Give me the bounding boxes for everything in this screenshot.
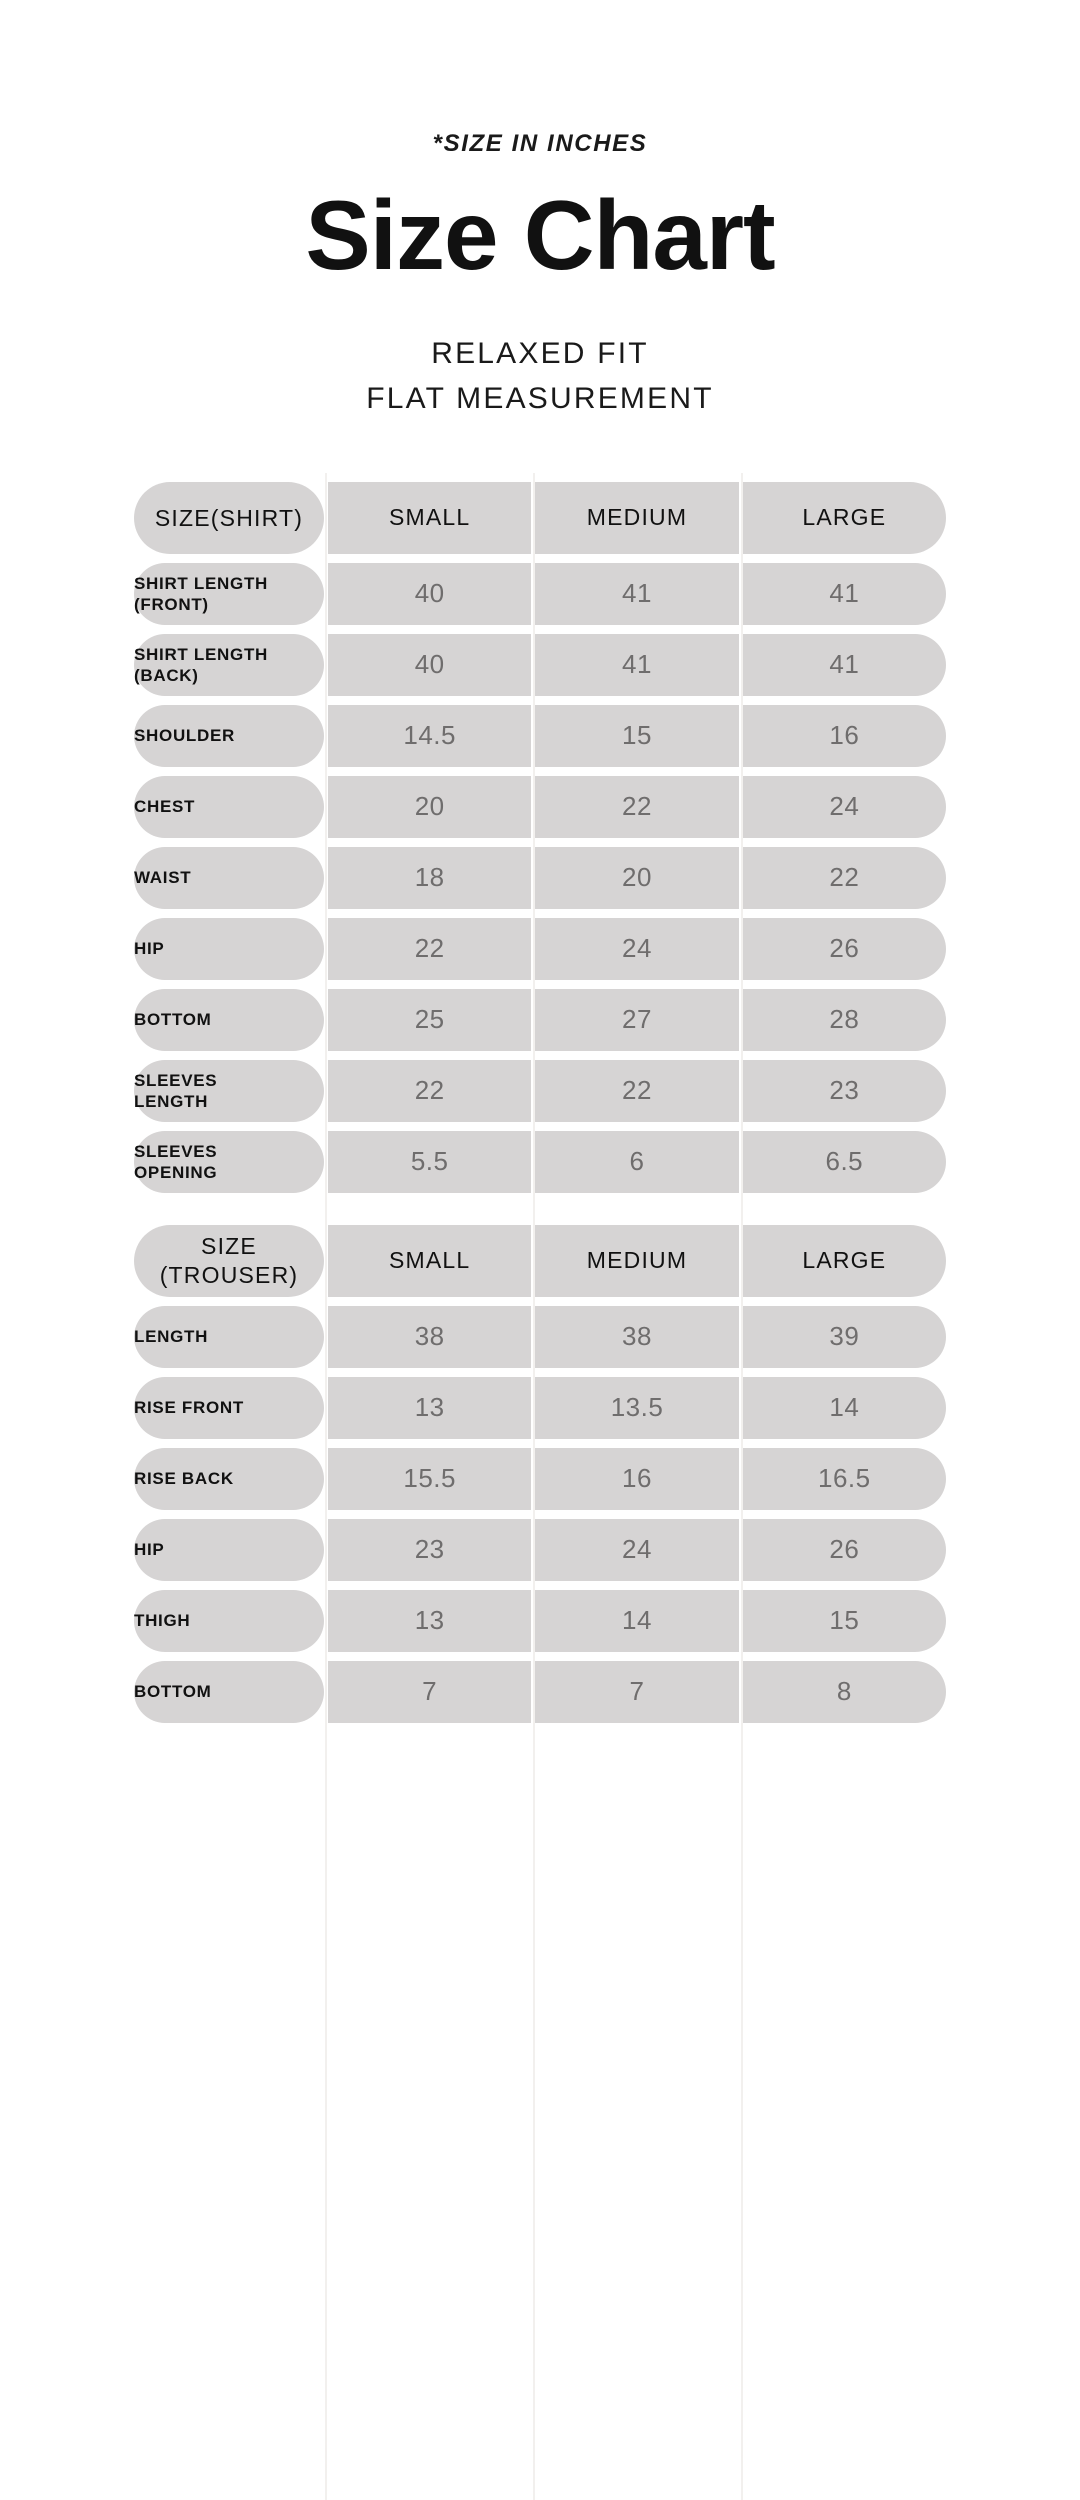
shirt-row-label — [134, 634, 324, 696]
row-label-text: BOTTOM — [134, 1010, 212, 1030]
row-label-text: WAIST — [134, 868, 192, 888]
trouser-column-header: SMALL — [328, 1225, 531, 1297]
table-row — [134, 1060, 946, 1122]
page-title: Size Chart — [305, 180, 775, 290]
shirt-row-label — [134, 563, 324, 625]
table-cell-value: 24 — [535, 918, 738, 980]
table-cell-value: 18 — [328, 847, 531, 909]
shirt-row-label — [134, 1131, 324, 1193]
table-row — [134, 1448, 946, 1510]
table-cell-value: 40 — [328, 563, 531, 625]
row-label-text-2: LENGTH — [134, 1091, 209, 1111]
table-cell-value: 22 — [535, 776, 738, 838]
table-cell-value: 41 — [743, 563, 946, 625]
table-cell-value: 16 — [743, 705, 946, 767]
table-cell-value: 41 — [743, 634, 946, 696]
shirt-size-table — [130, 473, 950, 1202]
table-row — [134, 847, 946, 909]
row-label-text: BOTTOM — [134, 1682, 212, 1702]
shirt-row-label — [134, 776, 324, 838]
shirt-column-header: LARGE — [743, 482, 946, 554]
table-cell-value: 15.5 — [328, 1448, 531, 1510]
trouser-row-label — [134, 1661, 324, 1723]
table-cell-value: 13 — [328, 1590, 531, 1652]
table-row — [134, 705, 946, 767]
row-label-text: SLEEVES — [134, 1070, 218, 1090]
trouser-header-row — [134, 1225, 946, 1297]
kicker-text: *SIZE IN INCHES — [432, 130, 648, 157]
trouser-row-label — [134, 1306, 324, 1368]
table-cell-value: 7 — [328, 1661, 531, 1723]
table-cell-value: 26 — [743, 1519, 946, 1581]
table-row — [134, 1590, 946, 1652]
table-cell-value: 15 — [535, 705, 738, 767]
table-cell-value: 22 — [535, 1060, 738, 1122]
shirt-row-label — [134, 918, 324, 980]
trouser-column-header: MEDIUM — [535, 1225, 738, 1297]
table-cell-value: 15 — [743, 1590, 946, 1652]
row-label-text-2: (FRONT) — [134, 594, 209, 614]
table-cell-value: 13 — [328, 1377, 531, 1439]
page-subtitle — [0, 331, 1080, 421]
table-row — [134, 1131, 946, 1193]
table-row — [134, 1661, 946, 1723]
table-cell-value: 16.5 — [743, 1448, 946, 1510]
table-cell-value: 20 — [328, 776, 531, 838]
shirt-row-label — [134, 989, 324, 1051]
shirt-row-label — [134, 847, 324, 909]
trouser-row-label — [134, 1448, 324, 1510]
table-cell-value: 38 — [535, 1306, 738, 1368]
subtitle-line-1: RELAXED FIT — [431, 336, 649, 370]
row-label-text: SHIRT LENGTH — [134, 573, 269, 593]
table-cell-value: 22 — [328, 1060, 531, 1122]
row-label-text: RISE BACK — [134, 1469, 234, 1489]
table-cell-value: 7 — [535, 1661, 738, 1723]
table-cell-value: 13.5 — [535, 1377, 738, 1439]
shirt-column-header: MEDIUM — [535, 482, 738, 554]
table-row — [134, 1377, 946, 1439]
table-cell-value: 14 — [535, 1590, 738, 1652]
shirt-column-header: SMALL — [328, 482, 531, 554]
table-cell-value: 22 — [328, 918, 531, 980]
row-label-text-2: OPENING — [134, 1162, 218, 1182]
table-cell-value: 26 — [743, 918, 946, 980]
shirt-header-label — [134, 482, 324, 554]
table-cell-value: 8 — [743, 1661, 946, 1723]
table-row — [134, 634, 946, 696]
table-cell-value: 23 — [328, 1519, 531, 1581]
table-cell-value: 20 — [535, 847, 738, 909]
table-cell-value: 24 — [743, 776, 946, 838]
table-cell-value: 28 — [743, 989, 946, 1051]
table-row — [134, 989, 946, 1051]
row-label-text: HIP — [134, 939, 165, 959]
row-label-text-2: (BACK) — [134, 665, 199, 685]
trouser-header-label-text: SIZE — [201, 1233, 257, 1260]
row-label-text: SLEEVES — [134, 1141, 218, 1161]
table-cell-value: 14.5 — [328, 705, 531, 767]
table-row — [134, 776, 946, 838]
shirt-row-label — [134, 1060, 324, 1122]
table-cell-value: 16 — [535, 1448, 738, 1510]
table-cell-value: 6.5 — [743, 1131, 946, 1193]
trouser-row-label — [134, 1377, 324, 1439]
subtitle-line-2: FLAT MEASUREMENT — [366, 381, 714, 415]
table-cell-value: 41 — [535, 634, 738, 696]
shirt-row-label — [134, 705, 324, 767]
trouser-column-header: LARGE — [743, 1225, 946, 1297]
trouser-row-label — [134, 1519, 324, 1581]
table-cell-value: 27 — [535, 989, 738, 1051]
table-cell-value: 5.5 — [328, 1131, 531, 1193]
row-label-text: SHIRT LENGTH — [134, 644, 269, 664]
table-cell-value: 25 — [328, 989, 531, 1051]
shirt-header-row — [134, 482, 946, 554]
row-label-text: CHEST — [134, 797, 196, 817]
trouser-header-label — [134, 1225, 324, 1297]
trouser-row-label — [134, 1590, 324, 1652]
table-cell-value: 24 — [535, 1519, 738, 1581]
table-cell-value: 14 — [743, 1377, 946, 1439]
row-label-text: RISE FRONT — [134, 1398, 244, 1418]
table-cell-value: 41 — [535, 563, 738, 625]
row-label-text: THIGH — [134, 1611, 191, 1631]
table-row — [134, 1306, 946, 1368]
table-row — [134, 563, 946, 625]
table-cell-value: 23 — [743, 1060, 946, 1122]
trouser-header-label-text-2: (TROUSER) — [159, 1261, 299, 1288]
row-label-text: SHOULDER — [134, 726, 235, 746]
shirt-header-label-text: SIZE(SHIRT) — [154, 504, 304, 531]
trouser-size-table — [130, 1216, 950, 1732]
table-cell-value: 6 — [535, 1131, 738, 1193]
table-cell-value: 38 — [328, 1306, 531, 1368]
row-label-text: HIP — [134, 1540, 165, 1560]
table-row — [134, 1519, 946, 1581]
page-header — [0, 0, 1080, 421]
row-label-text: LENGTH — [134, 1327, 209, 1347]
table-row — [134, 918, 946, 980]
table-cell-value: 22 — [743, 847, 946, 909]
table-cell-value: 40 — [328, 634, 531, 696]
table-cell-value: 39 — [743, 1306, 946, 1368]
size-tables — [130, 473, 950, 1732]
